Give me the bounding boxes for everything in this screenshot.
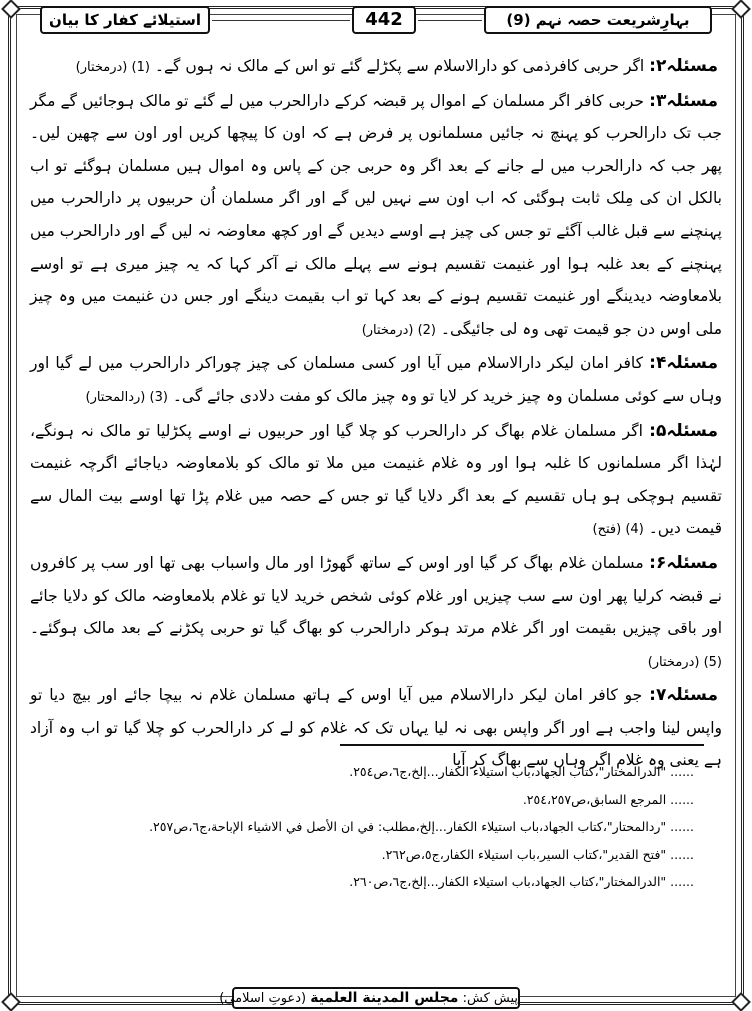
masala-text: حربی کافر اگر مسلمان کے اموال پر قبضہ کرکے دارالحرب میں لے گئے تو مالک ہوجائیں گے مگر جب تک دارالحرب کو پہنچ نہ جائیں مسلمانوں پر فرض ہے کہ اون کا پیچھا کریں اور اون سے چھین لیں۔ پھر جب کہ دارالحرب میں لے جانے کے بعد اگر وہ حربی جن کے پاس وہ اموال ہیں مسلمان ہوگئے تو اب بالکل ان کی مِلک ثابت ہوگئی کہ اب اون سے نہیں لیں گے اور اگر مسلمان اُن حربیوں پر دارالحرب میں پہنچنے سے قبل غالب آگئے تو جس کی چیز ہے اوسے دیدیں گے اور کچھ معاوضہ نہ لیں گے اور دارالحرب میں پہنچنے کے بعد غلبہ ہوا اور غنیمت تقسیم ہونے سے پہلے مالک نے آکر کہا کہ یہ چیز میری ہے تو اوسے بلامعاوضہ دیدینگے اور غنیمت تقسیم ہونے کے بعد کہا تو اب بقیمت دینگے اور جس دن غنیمت میں وہ چیز ملی اوس دن جو قیمت تھی وہ لی جائیگی۔ (30, 91, 722, 338)
citation: (5) (درمختار) (647, 654, 722, 670)
footer-prefix: پیش کش: (462, 991, 518, 1006)
footnote: ...... "الدرالمختار"،کتاب الجهاد،باب استيلاء الكفار...إلخ،ج٦،ص٢٥٤. (349, 764, 694, 779)
masala-label: مسئلہ۵: (649, 420, 718, 441)
citation: (1) (درمختار) (75, 60, 150, 75)
masala-text: اگر حربی کافرذمی کو دارالاسلام سے پکڑلے گئے تو اس کے مالک نہ ہوں گے۔ (149, 57, 650, 75)
footnote: ...... "ردالمحتار"،كتاب الجهاد،باب استيلاء الكفار...إلخ،مطلب: في ان الأصل في الاشياء الإباحة،ج٦،ص٢٥٧. (149, 819, 694, 835)
chapter-topic: استیلائے کفار کا بیان (40, 6, 210, 34)
footnote-separator (340, 744, 704, 746)
book-title: بہارِشریعت حصہ نہم (9) (484, 6, 712, 34)
footnote: ...... المرجع السابق،ص٢٥٤،٢٥٧. (522, 791, 694, 807)
masala-paragraph (30, 50, 722, 85)
citation: (3) (ردالمحتار) (85, 389, 168, 405)
masala-label: مسئلہ۳: (649, 90, 718, 111)
masala-text: مسلمان غلام بھاگ کر گیا اور اوس کے ساتھ گھوڑا اور مال واسباب بھی تھا اور سب پر کافروں نے قبضہ کرلیا پھر اون سے سب چیزیں اور غلام کوئی شخص خرید لایا تو غلام بلامعاوضہ مالک کو دلایا جائے اور باقی چیزیں بقیمت اور اگر غلام مرتد ہوکر دارالحرب کو بھاگ گیا تو حربی پکڑنے کے بعد مالک ہوگئے۔ (30, 553, 722, 638)
masala-label: مسئلہ۲: (649, 56, 718, 76)
citation: (2) (درمختار) (361, 322, 436, 338)
footnote: ...... "الدرالمختار"،كتاب الجهاد،باب استيلاء الكفار...إلخ،ج٦،ص٢٦٠. (349, 874, 694, 890)
footnote: ...... "فتح القدير"،كتاب السير،باب استيلاء الكفار،ج٥،ص٢٦٢. (381, 846, 694, 862)
header-divider (212, 20, 350, 21)
masala-label: مسئلہ۶: (649, 552, 718, 573)
header-divider (418, 20, 482, 21)
footer-suffix: (دعوتِ اسلامی) (219, 991, 307, 1006)
footer-organization: مجلس المدينة العلمية (310, 990, 459, 1006)
masala-label: مسئلہ۷: (649, 685, 718, 706)
masala-paragraph (30, 415, 722, 547)
page-number: 442 (352, 6, 416, 34)
masala-text: اگر مسلمان غلام بھاگ کر دارالحرب کو چلا گیا اور حربیوں نے اوسے پکڑلیا تو مالک نہ ہونگے، لہٰذا اگر مسلمانوں کا غلبہ ہوا اور وہ غلام غنیمت میں ملا تو مالک کو بلامعاوضہ دیاجائے اگرچہ غنیمت تقسیم ہوچکی ہو ہاں تقسیم کے بعد اگر دلایا گیا تو جس کے حصہ میں غلام پڑا تھا اوسے بیت المال سے قیمت دیں۔ (30, 421, 722, 538)
masala-paragraph (30, 547, 722, 679)
page-header (40, 4, 712, 38)
masala-text: جو کافر امان لیکر دارالاسلام میں آیا اوس کے ہاتھ مسلمان غلام نہ بیچا جائے اور بیچ دیا تو واپس لینا واجب ہے اور اگر واپس بھی نہ لیا یہاں تک کہ غلام کو لے کر دارالحرب کو چلا گیا تو اب وہ آزاد ہے یعنی وہ غلام اگر وہاں سے بھاگ کر آیا (30, 686, 722, 770)
page-footer (219, 987, 520, 1009)
citation: (4) (فتح) (592, 522, 644, 538)
masala-paragraph (30, 85, 722, 348)
main-text (30, 50, 722, 777)
masala-label: مسئلہ۴: (649, 353, 718, 374)
masala-text: کافر امان لیکر دارالاسلام میں آیا اور کسی مسلمان کی چیز چوراکر دارالحرب میں لے گیا اور وہاں سے کوئی مسلمان وہ چیز خرید کر لایا تو وہ چیز مالک کو مفت دلادی جائے گی۔ (30, 354, 722, 405)
footnotes (40, 758, 708, 896)
masala-paragraph (30, 347, 722, 414)
